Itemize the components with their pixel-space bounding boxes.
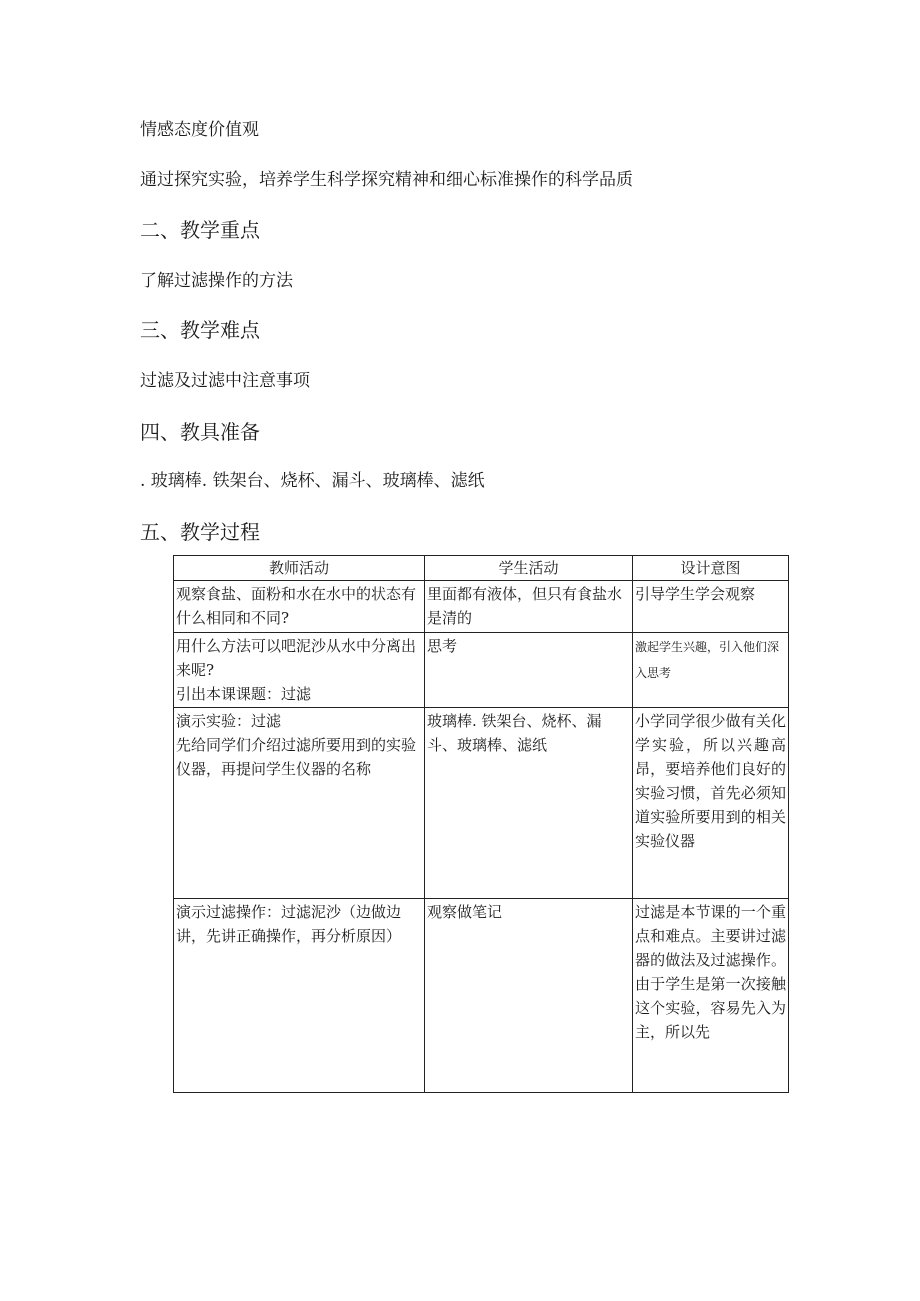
key-points-heading: 二、教学重点 — [140, 218, 260, 242]
affective-text: 通过探究实验，培养学生科学探究精神和细心标准操作的科学品质 — [140, 170, 633, 190]
teacher-activity-cell: 演示过滤操作：过滤泥沙（边做边讲，先讲正确操作，再分析原因） — [174, 899, 425, 1093]
table-row — [174, 899, 789, 1093]
student-activity-cell: 思考 — [425, 633, 633, 708]
design-intent-cell: 引导学生学会观察 — [633, 581, 789, 633]
process-heading: 五、教学过程 — [140, 520, 260, 544]
teacher-activity-cell: 用什么方法可以吧泥沙从水中分离出来呢? 引出本课课题：过滤 — [174, 633, 425, 708]
student-activity-cell: 里面都有液体，但只有食盐水是清的 — [425, 581, 633, 633]
teacher-activity-cell: 观察食盐、面粉和水在水中的状态有什么相同和不同? — [174, 581, 425, 633]
teaching-process-table — [173, 555, 789, 1093]
student-activity-cell: 观察做笔记 — [425, 899, 633, 1093]
table-header-row — [174, 556, 789, 581]
materials-heading: 四、教具准备 — [140, 420, 260, 444]
teacher-activity-cell: 演示实验：过滤 先给同学们介绍过滤所要用到的实验仪器，再提问学生仪器的名称 — [174, 708, 425, 899]
student-activity-cell: 玻璃棒. 铁架台、烧杯、漏斗、玻璃棒、滤纸 — [425, 708, 633, 899]
design-intent-cell: 小学同学很少做有关化学实验，所以兴趣高昂，要培养他们良好的实验习惯，首先必须知道实验所要用到的相关实验仪器 — [633, 708, 789, 899]
difficulties-heading: 三、教学难点 — [140, 318, 260, 342]
header-student-activity: 学生活动 — [425, 556, 633, 581]
design-intent-cell: 过滤是本节课的一个重点和难点。主要讲过滤器的做法及过滤操作。由于学生是第一次接触这个实验，容易先入为主，所以先 — [633, 899, 789, 1093]
materials-text: . 玻璃棒. 铁架台、烧杯、漏斗、玻璃棒、滤纸 — [140, 471, 485, 491]
header-design-intent: 设计意图 — [633, 556, 789, 581]
affective-title: 情感态度价值观 — [140, 120, 259, 140]
difficulties-text: 过滤及过滤中注意事项 — [140, 371, 310, 391]
table-row — [174, 708, 789, 899]
design-intent-cell: 激起学生兴趣，引入他们深入思考 — [633, 633, 789, 708]
header-teacher-activity: 教师活动 — [174, 556, 425, 581]
key-points-text: 了解过滤操作的方法 — [140, 271, 293, 291]
table-row — [174, 633, 789, 708]
table-row — [174, 581, 789, 633]
